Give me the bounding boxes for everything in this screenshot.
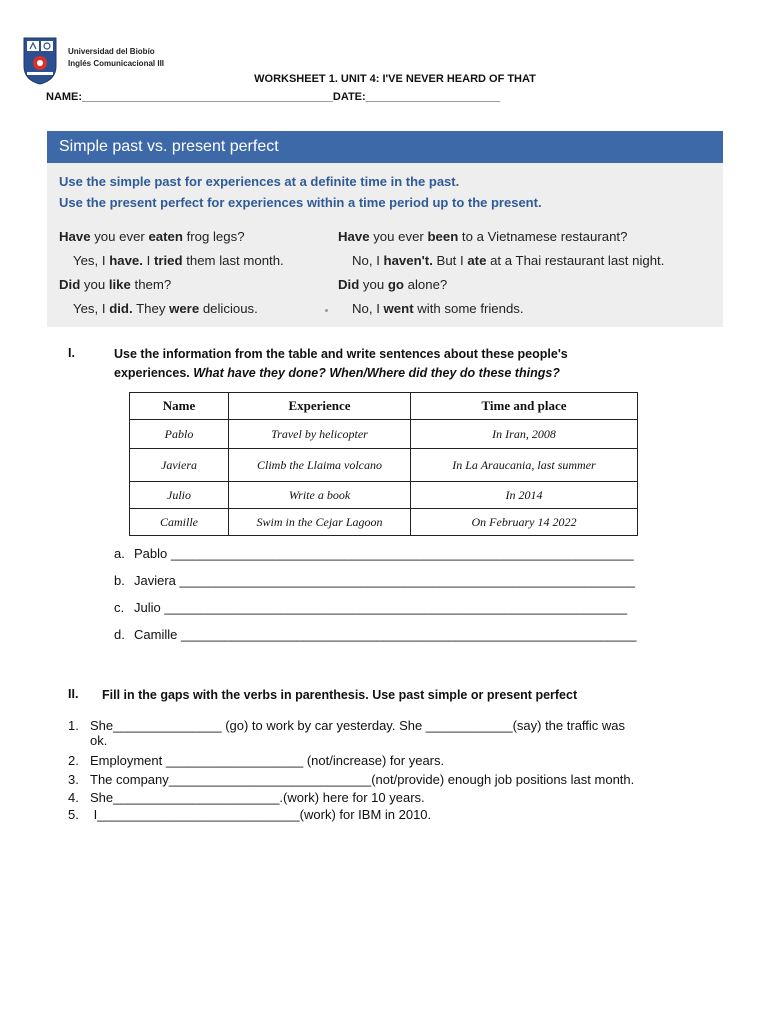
grammar-rule-1: Use the simple past for experiences at a definite time in the past. — [59, 174, 460, 189]
grammar-rule-2: Use the present perfect for experiences within a time period up to the present. — [59, 195, 542, 210]
gap-text[interactable]: I____________________________(work) for IBM in 2010. — [90, 807, 432, 822]
table-cell: Write a book — [229, 482, 411, 509]
worksheet-title: WORKSHEET 1. UNIT 4: I'VE NEVER HEARD OF THAT — [254, 73, 536, 85]
table-row — [130, 420, 638, 449]
section-2-instruction: Fill in the gaps with the verbs in parenthesis. Use past simple or present perfect — [102, 688, 578, 702]
answer-letter: a. — [114, 546, 125, 561]
gap-number: 4. — [68, 790, 79, 805]
table-row — [130, 509, 638, 536]
table-cell: In 2014 — [411, 482, 638, 509]
example-left-1: Have you ever eaten frog legs? — [59, 229, 245, 244]
section-1-italic-question: What have they done? When/Where did they do these things? — [193, 366, 560, 380]
answer-line-a[interactable] — [114, 546, 634, 561]
gap-number: 5. — [68, 807, 79, 822]
grammar-box — [47, 131, 723, 327]
table-cell: In Iran, 2008 — [411, 420, 638, 449]
example-right-4: No, I went with some friends. — [352, 301, 524, 316]
gap-text-continued: ok. — [90, 733, 108, 748]
gap-item-5[interactable] — [68, 807, 431, 822]
table-row — [130, 449, 638, 482]
gap-item-3[interactable] — [68, 772, 634, 787]
table-cell: Pablo — [130, 420, 229, 449]
table-header-row — [130, 393, 638, 420]
answer-subject: Julio — [134, 600, 161, 615]
examples-right — [338, 227, 664, 323]
table-cell: Julio — [130, 482, 229, 509]
table-row — [130, 482, 638, 509]
table-cell: On February 14 2022 — [411, 509, 638, 536]
answer-letter: b. — [114, 573, 125, 588]
section-1-number: I. — [68, 346, 75, 360]
answer-blank[interactable]: _______________________________________________________________ — [179, 573, 636, 588]
section-1-line-2 — [114, 364, 568, 383]
answer-letter: d. — [114, 627, 125, 642]
table-cell: Climb the Llaima volcano — [229, 449, 411, 482]
table-cell: Javiera — [130, 449, 229, 482]
decorative-dot — [325, 309, 328, 312]
gap-number: 2. — [68, 753, 79, 768]
name-date-line — [46, 91, 500, 103]
experience-table — [129, 392, 638, 536]
table-cell: Travel by helicopter — [229, 420, 411, 449]
example-left-2: Yes, I have. I tried them last month. — [73, 253, 284, 268]
answer-subject: Pablo — [134, 546, 168, 561]
example-right-2: No, I haven't. But I ate at a Thai restaurant last night. — [352, 253, 665, 268]
table-cell: In La Araucania, last summer — [411, 449, 638, 482]
example-left-3: Did you like them? — [59, 277, 172, 292]
section-1-line-2-start: experiences. — [114, 366, 190, 380]
gap-item-2[interactable] — [68, 753, 444, 768]
answer-subject: Javiera — [134, 573, 176, 588]
table-cell: Camille — [130, 509, 229, 536]
answer-letter: c. — [114, 600, 125, 615]
gap-number: 3. — [68, 772, 79, 787]
answer-line-b[interactable] — [114, 573, 635, 588]
name-blank[interactable]: _________________________________________ — [82, 91, 333, 103]
examples-left — [59, 227, 284, 323]
gap-text[interactable]: Employment ___________________ (not/increase) for years. — [90, 753, 445, 768]
answer-line-d[interactable] — [114, 627, 636, 642]
section-1-instruction — [114, 345, 568, 383]
date-blank[interactable]: ______________________ — [365, 91, 501, 103]
answer-blank[interactable]: _______________________________________________________________ — [180, 627, 637, 642]
university-name: Universidad del Biobío — [68, 47, 155, 56]
gap-number: 1. — [68, 718, 79, 733]
table-cell: Swim in the Cejar Lagoon — [229, 509, 411, 536]
section-2-number: II. — [68, 687, 79, 701]
grammar-box-title: Simple past vs. present perfect — [47, 131, 723, 163]
example-right-3: Did you go alone? — [338, 277, 448, 292]
answer-subject: Camille — [134, 627, 178, 642]
answer-blank[interactable]: ________________________________________________________________ — [164, 600, 628, 615]
gap-text[interactable]: She_______________ (go) to work by car yesterday. She ____________(say) the traffic was — [90, 718, 626, 733]
answer-line-c[interactable] — [114, 600, 627, 615]
date-label: DATE: — [332, 91, 366, 103]
course-name: Inglés Comunicacional III — [68, 59, 165, 68]
name-label: NAME: — [46, 91, 83, 103]
answer-blank[interactable]: ________________________________________________________________ — [170, 546, 634, 561]
example-right-1: Have you ever been to a Vietnamese restaurant? — [338, 229, 628, 244]
table-header-name: Name — [130, 393, 229, 420]
university-name-block — [68, 46, 164, 70]
gap-text[interactable]: The company____________________________(not/provide) enough job positions last month. — [90, 772, 635, 787]
table-header-experience: Experience — [229, 393, 411, 420]
section-1-line-1: Use the information from the table and write sentences about these people's — [114, 347, 568, 361]
table-header-time-place: Time and place — [411, 393, 638, 420]
gap-item-1[interactable] — [68, 718, 625, 748]
gap-text[interactable]: She_______________________.(work) here for 10 years. — [90, 790, 425, 805]
gap-item-4[interactable] — [68, 790, 425, 805]
example-left-4: Yes, I did. They were delicious. — [73, 301, 258, 316]
